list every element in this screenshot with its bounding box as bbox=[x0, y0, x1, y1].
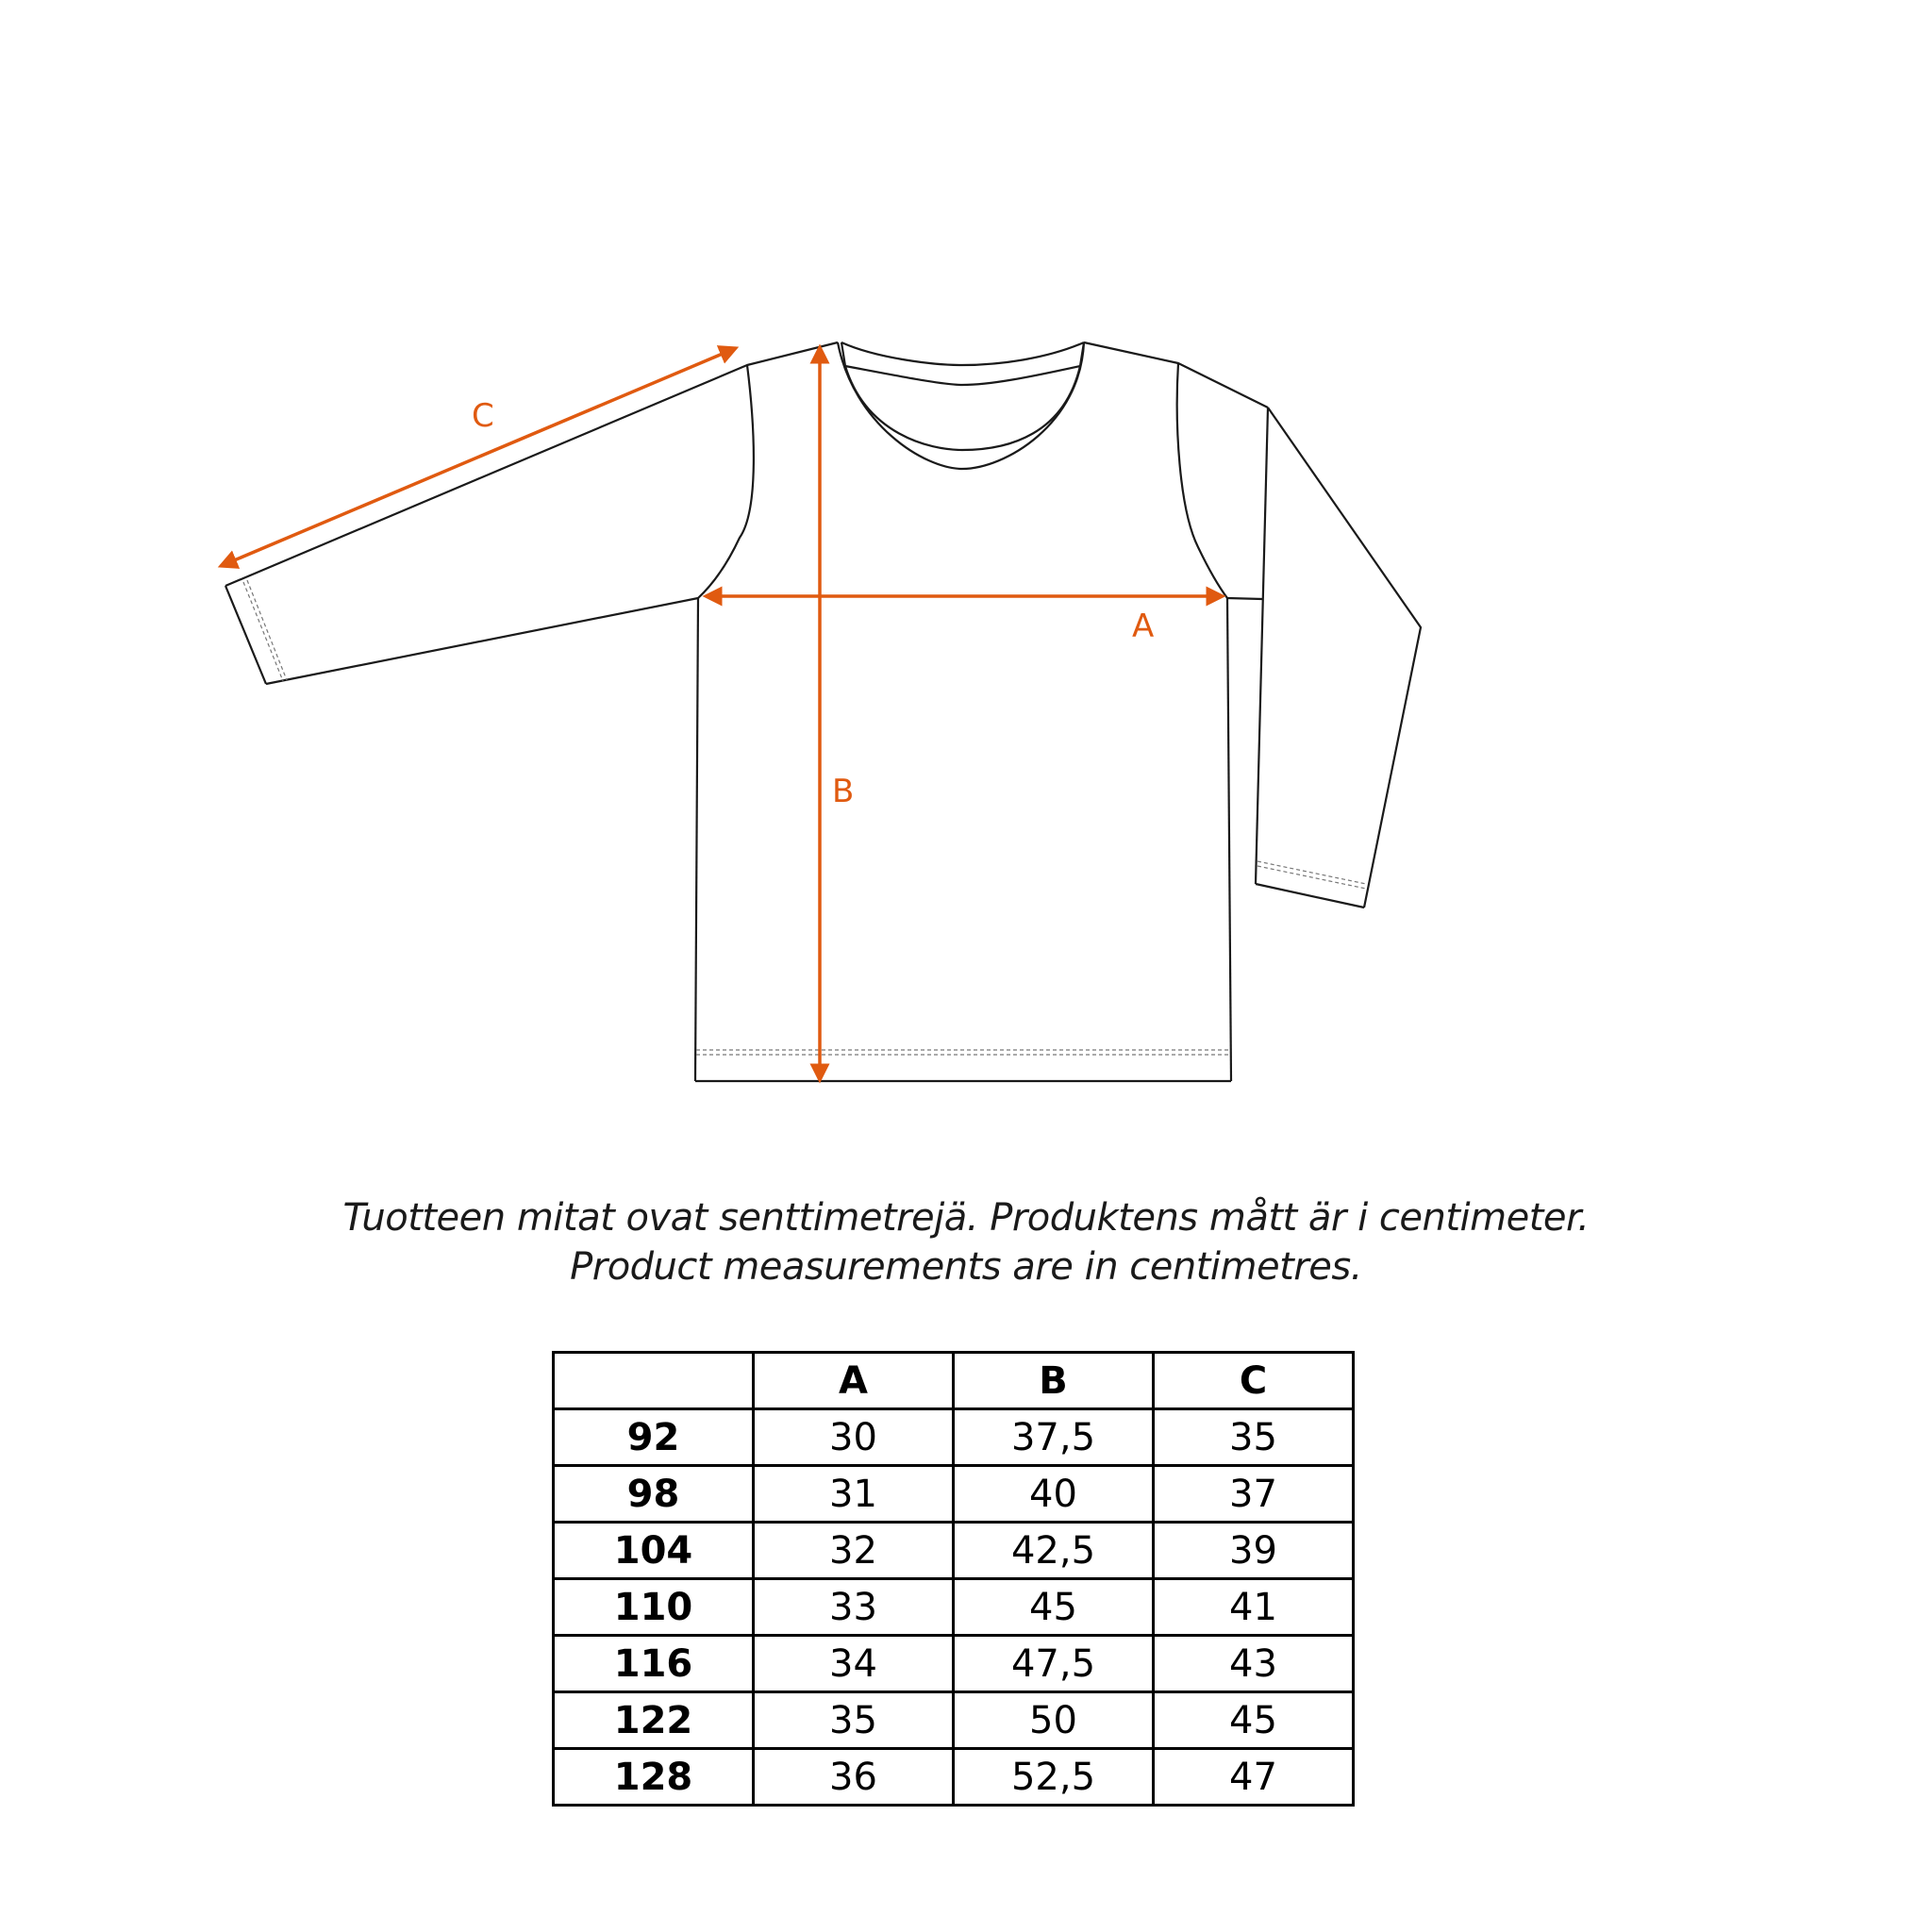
caption-line-1: Tuotteen mitat ovat senttimetrejä. Produktens mått är i centimeter. bbox=[342, 1196, 1590, 1240]
value-cell-b: 47,5 bbox=[954, 1636, 1154, 1692]
table-row bbox=[554, 1636, 1354, 1692]
right-cuff bbox=[1256, 884, 1364, 908]
value-cell-c: 45 bbox=[1154, 1692, 1354, 1749]
value-cell-c: 41 bbox=[1154, 1579, 1354, 1636]
value-cell-b: 50 bbox=[954, 1692, 1154, 1749]
header-cell-c: C bbox=[1154, 1353, 1354, 1409]
value-cell-a: 33 bbox=[754, 1579, 954, 1636]
left-cuff-stitch bbox=[243, 582, 283, 681]
size-cell: 122 bbox=[554, 1692, 754, 1749]
value-cell-c: 35 bbox=[1154, 1409, 1354, 1466]
value-cell-c: 37 bbox=[1154, 1466, 1354, 1523]
size-table-body bbox=[554, 1409, 1354, 1806]
value-cell-a: 35 bbox=[754, 1692, 954, 1749]
size-table bbox=[552, 1351, 1355, 1807]
measurement-arrows bbox=[221, 347, 1223, 1080]
value-cell-c: 47 bbox=[1154, 1749, 1354, 1806]
value-cell-c: 43 bbox=[1154, 1636, 1354, 1692]
right-cuff-stitch bbox=[1257, 861, 1366, 884]
label-c: C bbox=[472, 397, 494, 435]
left-body-side bbox=[695, 598, 698, 1081]
right-armhole bbox=[1177, 363, 1227, 598]
value-cell-a: 31 bbox=[754, 1466, 954, 1523]
left-cuff-stitch-2 bbox=[247, 580, 287, 680]
value-cell-b: 42,5 bbox=[954, 1523, 1154, 1579]
header-cell-size bbox=[554, 1353, 754, 1409]
table-row bbox=[554, 1749, 1354, 1806]
value-cell-b: 40 bbox=[954, 1466, 1154, 1523]
value-cell-a: 32 bbox=[754, 1523, 954, 1579]
right-shoulder-line bbox=[1084, 342, 1268, 408]
value-cell-c: 39 bbox=[1154, 1523, 1354, 1579]
arrow-c bbox=[221, 348, 736, 566]
table-row bbox=[554, 1409, 1354, 1466]
label-a: A bbox=[1132, 608, 1155, 645]
stitch-lines bbox=[243, 580, 1366, 1055]
size-cell: 116 bbox=[554, 1636, 754, 1692]
value-cell-a: 34 bbox=[754, 1636, 954, 1692]
table-row bbox=[554, 1523, 1354, 1579]
neckline-inner bbox=[841, 342, 1084, 385]
left-shoulder-line bbox=[225, 342, 838, 586]
header-row bbox=[554, 1353, 1354, 1409]
right-sleeve-outer bbox=[1268, 408, 1421, 908]
right-sleeve-inner bbox=[1256, 408, 1268, 884]
caption-line-2: Product measurements are in centimetres. bbox=[570, 1245, 1362, 1289]
value-cell-a: 30 bbox=[754, 1409, 954, 1466]
right-cuff-stitch-2 bbox=[1257, 866, 1366, 889]
right-underarm bbox=[1227, 598, 1262, 599]
label-b: B bbox=[832, 773, 855, 810]
size-cell: 110 bbox=[554, 1579, 754, 1636]
header-cell-b: B bbox=[954, 1353, 1154, 1409]
table-row bbox=[554, 1692, 1354, 1749]
size-cell: 104 bbox=[554, 1523, 754, 1579]
left-armhole bbox=[698, 365, 754, 598]
size-cell: 98 bbox=[554, 1466, 754, 1523]
left-cuff bbox=[225, 586, 266, 684]
value-cell-b: 45 bbox=[954, 1579, 1154, 1636]
header-cell-a: A bbox=[754, 1353, 954, 1409]
size-table-header bbox=[554, 1353, 1354, 1409]
value-cell-a: 36 bbox=[754, 1749, 954, 1806]
neckline-band bbox=[845, 366, 1080, 450]
value-cell-b: 37,5 bbox=[954, 1409, 1154, 1466]
shirt-outline bbox=[225, 342, 1421, 1081]
left-sleeve-underside bbox=[266, 598, 698, 684]
value-cell-b: 52,5 bbox=[954, 1749, 1154, 1806]
table-row bbox=[554, 1466, 1354, 1523]
table-row bbox=[554, 1579, 1354, 1636]
right-body-side bbox=[1227, 598, 1231, 1081]
neck-back-top bbox=[841, 342, 1084, 365]
size-cell: 128 bbox=[554, 1749, 754, 1806]
size-cell: 92 bbox=[554, 1409, 754, 1466]
